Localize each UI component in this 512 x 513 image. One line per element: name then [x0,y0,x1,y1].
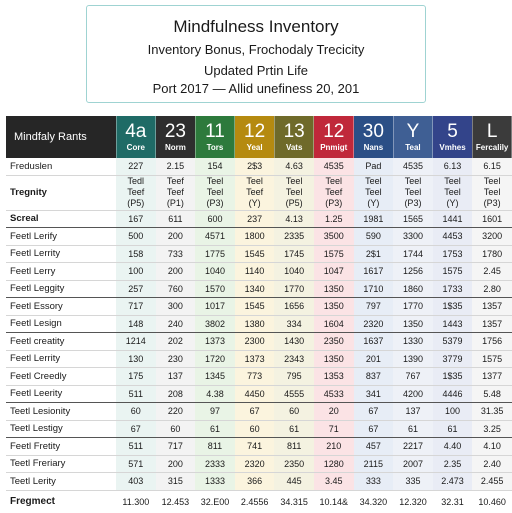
table-cell: Tedl Teef (P5) [116,175,156,210]
table-cell: 167 [116,210,156,228]
column-header-number: 30 [362,121,384,142]
table-row [6,473,512,491]
table-cell: 1350 [314,350,354,368]
table-cell: 1780 [472,245,512,263]
table-cell: 100 [433,403,473,421]
table-cell: 158 [116,245,156,263]
table-cell: 1256 [393,263,433,281]
column-header-number: 5 [447,121,458,142]
column-header-label: Vats [285,143,303,152]
table-cell: 3802 [195,315,235,333]
table-cell: 611 [156,210,196,228]
table-cell: 1753 [433,245,473,263]
column-header [354,116,394,158]
row-label: Tregnity [6,175,116,210]
row-label: Teetl Lerity [6,473,116,491]
table-cell: 403 [116,473,156,491]
table-cell: 1744 [393,245,433,263]
table-corner-label: Mindfaly Rants [6,116,116,158]
table-cell: 1380 [235,315,275,333]
table-cell: 12.453 [156,490,196,513]
table-cell: 5379 [433,333,473,351]
table-cell: 1$35 [433,368,473,386]
table-cell: 4571 [195,228,235,246]
column-header-label: Nans [363,143,384,152]
table-row [6,245,512,263]
table-cell: 3.25 [472,420,512,438]
table-cell: 1040 [195,263,235,281]
table-cell: 4535 [314,158,354,175]
table-cell: Pad [354,158,394,175]
table-cell: 130 [116,350,156,368]
table-cell: 200 [156,455,196,473]
row-label: Feetl Essory [6,298,116,316]
table-cell: 1800 [235,228,275,246]
table-cell: 60 [156,420,196,438]
column-header [274,116,314,158]
table-cell: 1280 [314,455,354,473]
table-cell: 1$35 [433,298,473,316]
column-header-number: L [486,121,498,142]
column-header [195,116,235,158]
table-cell: 4.63 [274,158,314,175]
table-cell: 200 [156,263,196,281]
table-cell: 773 [235,368,275,386]
table-row [6,263,512,281]
table-cell: 2333 [195,455,235,473]
table-cell: 1570 [195,280,235,298]
table-cell: 4535 [393,158,433,175]
column-header-number: 12 [323,121,345,142]
table-cell: 811 [195,438,235,456]
page-title: Mindfulness Inventory [173,17,339,36]
table-cell: 2115 [354,455,394,473]
table-cell: 1545 [235,298,275,316]
table-cell: 1350 [393,315,433,333]
table-cell: 366 [235,473,275,491]
table-cell: 10.460 [472,490,512,513]
table-cell: 2.35 [433,455,473,473]
table-cell: 1656 [274,298,314,316]
table-cell: 3500 [314,228,354,246]
table-cell: 1357 [472,298,512,316]
table-cell: 61 [195,420,235,438]
table-cell: 4200 [393,385,433,403]
table-cell: 137 [393,403,433,421]
table-cell: 1545 [235,245,275,263]
table-cell: 227 [116,158,156,175]
table-row [6,350,512,368]
table-cell: 3300 [393,228,433,246]
table-cell: 175 [116,368,156,386]
table-cell: 315 [156,473,196,491]
table-row [6,420,512,438]
table-header-row [6,116,512,158]
table-cell: Teel Teel (Y) [433,175,473,210]
column-header-label: Core [126,143,145,152]
table-cell: 1373 [195,333,235,351]
table-cell: 2.80 [472,280,512,298]
table-cell: 1575 [314,245,354,263]
column-header-label: Norm [164,143,186,152]
table-cell: Teef Teef (P1) [156,175,196,210]
table-cell: 148 [116,315,156,333]
table-cell: 4.38 [195,385,235,403]
table-cell: 1214 [116,333,156,351]
table-cell: 760 [156,280,196,298]
table-cell: 67 [235,403,275,421]
table-cell: 511 [116,438,156,456]
table-cell: 154 [195,158,235,175]
table-cell: 2.455 [472,473,512,491]
table-cell: 2343 [274,350,314,368]
table-cell: 795 [274,368,314,386]
table-cell: 4.13 [274,210,314,228]
table-cell: 97 [195,403,235,421]
table-cell: 837 [354,368,394,386]
table-cell: 61 [393,420,433,438]
column-header-label: Tors [206,143,224,152]
table-cell: 201 [354,350,394,368]
column-header-label: Vmhes [439,143,466,152]
table-cell: 34.315 [274,490,314,513]
table-cell: 1017 [195,298,235,316]
table-cell: 1770 [274,280,314,298]
column-header-label: Fercalily [475,143,509,152]
row-label: Feetl Lerify [6,228,116,246]
table-cell: 1333 [195,473,235,491]
column-header-number: 4a [125,121,147,142]
table-row [6,403,512,421]
table-cell: 5.48 [472,385,512,403]
table-cell: Teel Teel (P3) [393,175,433,210]
table-cell: 1617 [354,263,394,281]
table-cell: 1565 [393,210,433,228]
report-period-line: Port 2017 — Allid unefiness 20, 201 [152,81,360,96]
table-cell: 1733 [433,280,473,298]
table-cell: 4.10 [472,438,512,456]
table-cell: 10.14& [314,490,354,513]
table-cell: Teel Teel (P5) [274,175,314,210]
table-cell: Teel Teef (P3) [314,175,354,210]
table-cell: 237 [235,210,275,228]
column-header-label: Yeal [246,143,263,152]
table-cell: 733 [156,245,196,263]
table-cell: 1775 [195,245,235,263]
table-cell: 60 [235,420,275,438]
table-cell: 767 [393,368,433,386]
column-header [156,116,196,158]
table-cell: 20 [314,403,354,421]
table-cell: 230 [156,350,196,368]
table-cell: 4.40 [433,438,473,456]
table-cell: 2.473 [433,473,473,491]
table-cell: 2007 [393,455,433,473]
table-cell: 1377 [472,368,512,386]
table-cell: 1350 [314,298,354,316]
table-cell: 1350 [314,280,354,298]
table-row [6,438,512,456]
table-cell: 1575 [433,263,473,281]
table-cell: 1357 [472,315,512,333]
table-cell: 2$1 [354,245,394,263]
table-row [6,228,512,246]
table-cell: 1575 [472,350,512,368]
table-cell: 4533 [314,385,354,403]
row-label: Freduslen [6,158,116,175]
table-cell: 1604 [314,315,354,333]
row-label: Teetl Lestigy [6,420,116,438]
table-cell: 31.35 [472,403,512,421]
column-header-label: Teal [405,143,421,152]
table-cell: 34.320 [354,490,394,513]
table-cell: 333 [354,473,394,491]
table-cell: 3779 [433,350,473,368]
column-header [472,116,512,158]
table-cell: 4555 [274,385,314,403]
table-cell: 2350 [274,455,314,473]
table-cell: 1.25 [314,210,354,228]
table-cell: 1745 [274,245,314,263]
table-cell: 811 [274,438,314,456]
table-cell: 511 [116,385,156,403]
table-cell: 1430 [274,333,314,351]
table-cell: 2.45 [472,263,512,281]
row-label: Fregmect [6,490,116,513]
table-cell: 4450 [235,385,275,403]
table-cell: 1390 [393,350,433,368]
table-cell: 60 [274,403,314,421]
column-header-number: 12 [244,121,266,142]
table-cell: 67 [116,420,156,438]
table-cell: 1441 [433,210,473,228]
row-label: Feetl Lesign [6,315,116,333]
table-cell: 1601 [472,210,512,228]
row-label: Feetl Leggity [6,280,116,298]
table-cell: 500 [116,228,156,246]
table-cell: 1330 [393,333,433,351]
table-cell: 2.15 [156,158,196,175]
table-cell: 2350 [314,333,354,351]
table-cell: 137 [156,368,196,386]
table-cell: 4446 [433,385,473,403]
table-cell: 67 [354,420,394,438]
table-cell: 1710 [354,280,394,298]
table-row [6,210,512,228]
table-cell: 6.13 [433,158,473,175]
table-cell: 741 [235,438,275,456]
column-header [116,116,156,158]
row-label: Feetl Lerrity [6,245,116,263]
table-cell: 208 [156,385,196,403]
table-cell: 61 [274,420,314,438]
table-cell: 11.300 [116,490,156,513]
table-cell: 2.40 [472,455,512,473]
row-label: Feetl Lerry [6,263,116,281]
row-label: Feetl Creedly [6,368,116,386]
table-cell: 1340 [235,280,275,298]
table-cell: 1047 [314,263,354,281]
update-line: Updated Prtin Life [203,63,309,78]
table-cell: Teel Teel (Y) [354,175,394,210]
table-cell: 717 [116,298,156,316]
table-cell: 600 [195,210,235,228]
table-cell: 1040 [274,263,314,281]
table-cell: 1140 [235,263,275,281]
table-cell: Teel Teel (P3) [195,175,235,210]
table-cell: 61 [433,420,473,438]
table-cell: 1756 [472,333,512,351]
table-cell: 3200 [472,228,512,246]
table-cell: 1981 [354,210,394,228]
row-label: Teetl Freriary [6,455,116,473]
page-subtitle: Inventory Bonus, Frochodaly Trecicity [147,42,365,57]
table-cell: 2$3 [235,158,275,175]
table-row [6,158,512,175]
table-cell: Teel Teef (Y) [235,175,275,210]
column-header [393,116,433,158]
row-label: Feetl Leerity [6,385,116,403]
table-cell: 797 [354,298,394,316]
table-cell: 457 [354,438,394,456]
row-label: Screal [6,210,116,228]
table-row [6,333,512,351]
table-cell: 2320 [354,315,394,333]
table-body [6,158,512,513]
table-cell: 445 [274,473,314,491]
table-cell: 210 [314,438,354,456]
table-cell: 335 [393,473,433,491]
table-cell: 202 [156,333,196,351]
row-label: Feetl Fretity [6,438,116,456]
table-cell: 1770 [393,298,433,316]
table-cell: Teel Teel (P3) [472,175,512,210]
row-label: Feetl creatity [6,333,116,351]
table-row [6,368,512,386]
table-cell: 12.320 [393,490,433,513]
table-cell: 1860 [393,280,433,298]
table-cell: 2217 [393,438,433,456]
table-row [6,280,512,298]
table-cell: 60 [116,403,156,421]
table-cell: 257 [116,280,156,298]
row-label: Feetl Lerrity [6,350,116,368]
table-cell: 1443 [433,315,473,333]
column-header [235,116,275,158]
table-cell: 67 [354,403,394,421]
column-header-number: Y [406,121,420,142]
table-cell: 200 [156,228,196,246]
table-cell: 3.45 [314,473,354,491]
column-header [433,116,473,158]
table-cell: 300 [156,298,196,316]
table-cell: 1345 [195,368,235,386]
title-box [86,5,426,103]
table-cell: 341 [354,385,394,403]
column-header-label: Pnmigt [320,143,348,152]
table-cell: 334 [274,315,314,333]
table-cell: 2320 [235,455,275,473]
table-cell: 32.31 [433,490,473,513]
table-cell: 1353 [314,368,354,386]
row-label: Teetl Lesionity [6,403,116,421]
column-header-number: 13 [283,121,305,142]
table-cell: 71 [314,420,354,438]
table-row [6,455,512,473]
table-cell: 2335 [274,228,314,246]
table-cell: 6.15 [472,158,512,175]
table-row [6,385,512,403]
column-header [314,116,354,158]
table-cell: 1637 [354,333,394,351]
inventory-table [6,116,512,513]
table-cell: 220 [156,403,196,421]
table-cell: 240 [156,315,196,333]
total-row [6,490,512,513]
table-row [6,298,512,316]
table-cell: 32.E00 [195,490,235,513]
table-cell: 1720 [195,350,235,368]
table-cell: 717 [156,438,196,456]
table-cell: 2.4556 [235,490,275,513]
table-cell: 2300 [235,333,275,351]
table-cell: 4453 [433,228,473,246]
table-cell: 1373 [235,350,275,368]
table-row [6,175,512,210]
column-header-number: 11 [205,121,225,142]
table-cell: 590 [354,228,394,246]
column-header-number: 23 [164,121,186,142]
table-cell: 571 [116,455,156,473]
table-row [6,315,512,333]
table-cell: 100 [116,263,156,281]
